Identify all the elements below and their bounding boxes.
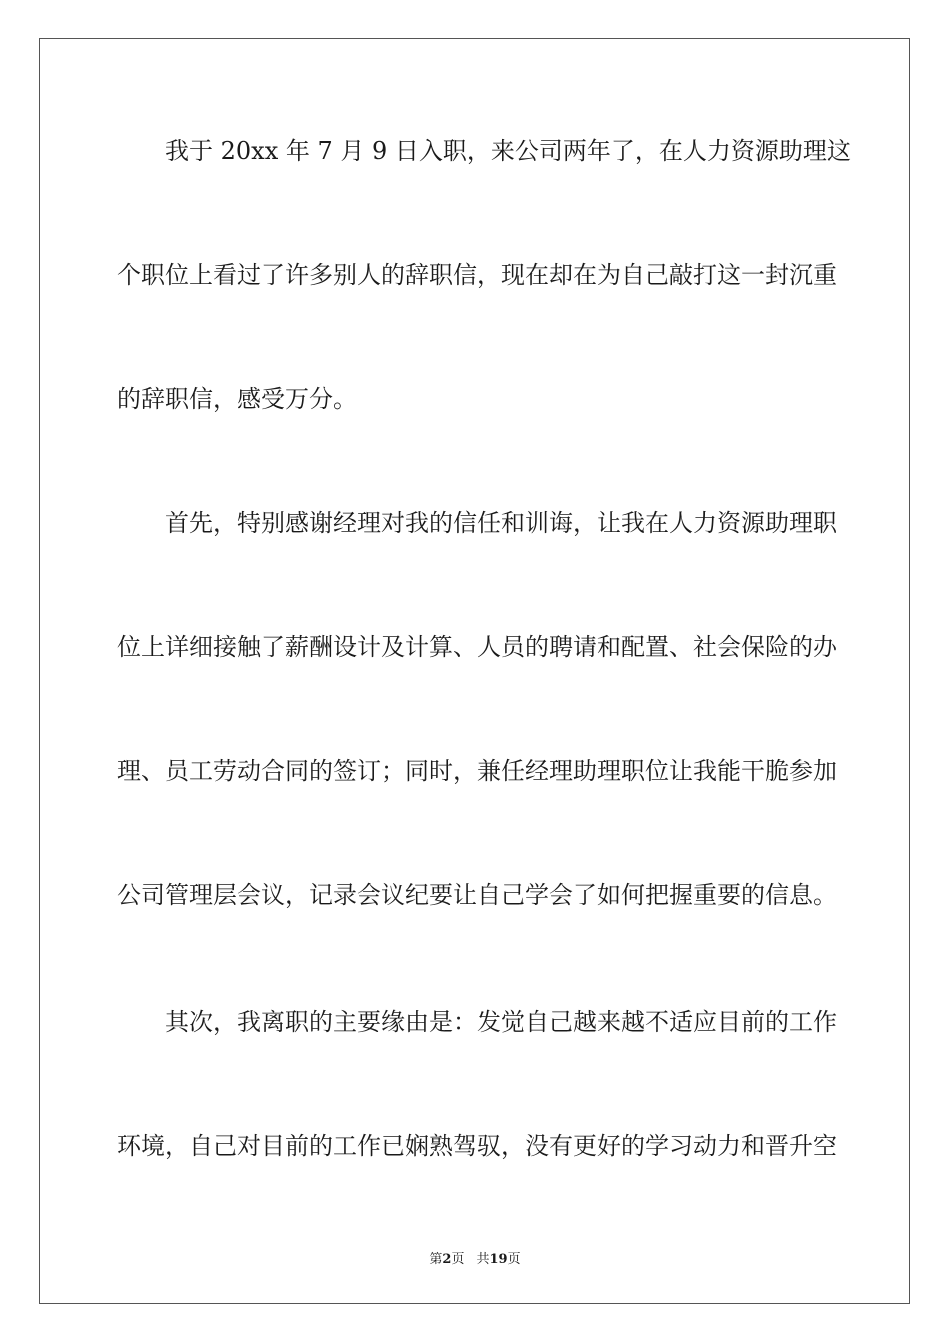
total-unit: 页 xyxy=(507,1252,521,1267)
paragraph-3-line-2: 环境，自己对目前的工作已娴熟驾驭，没有更好的学习动力和晋升空 xyxy=(117,1132,837,1160)
paragraph-2-line-2: 位上详细接触了薪酬设计及计算、人员的聘请和配置、社会保险的办 xyxy=(117,633,837,661)
paragraph-1-line-3: 的辞职信，感受万分。 xyxy=(117,385,357,413)
paragraph-3-line-1: 其次，我离职的主要缘由是：发觉自己越来越不适应目前的工作 xyxy=(165,1008,837,1036)
paragraph-1-line-2: 个职位上看过了许多别人的辞职信，现在却在为自己敲打这一封沉重 xyxy=(117,261,837,289)
page-unit: 页 xyxy=(451,1252,465,1267)
page-prefix: 第 xyxy=(429,1252,443,1267)
paragraph-1-line-1: 我于 20xx 年 7 月 9 日入职，来公司两年了，在人力资源助理这 xyxy=(165,137,851,165)
page-total: 19 xyxy=(489,1252,508,1267)
paragraph-2-line-3: 理、员工劳动合同的签订；同时，兼任经理助理职位让我能干脆参加 xyxy=(117,757,837,785)
page-current: 2 xyxy=(442,1252,452,1267)
paragraph-2-line-4: 公司管理层会议，记录会议纪要让自己学会了如何把握重要的信息。 xyxy=(117,881,837,909)
page-border xyxy=(39,38,910,1304)
page-footer xyxy=(0,1248,950,1267)
total-prefix: 共 xyxy=(476,1252,490,1267)
paragraph-2-line-1: 首先，特别感谢经理对我的信任和训诲，让我在人力资源助理职 xyxy=(165,509,837,537)
